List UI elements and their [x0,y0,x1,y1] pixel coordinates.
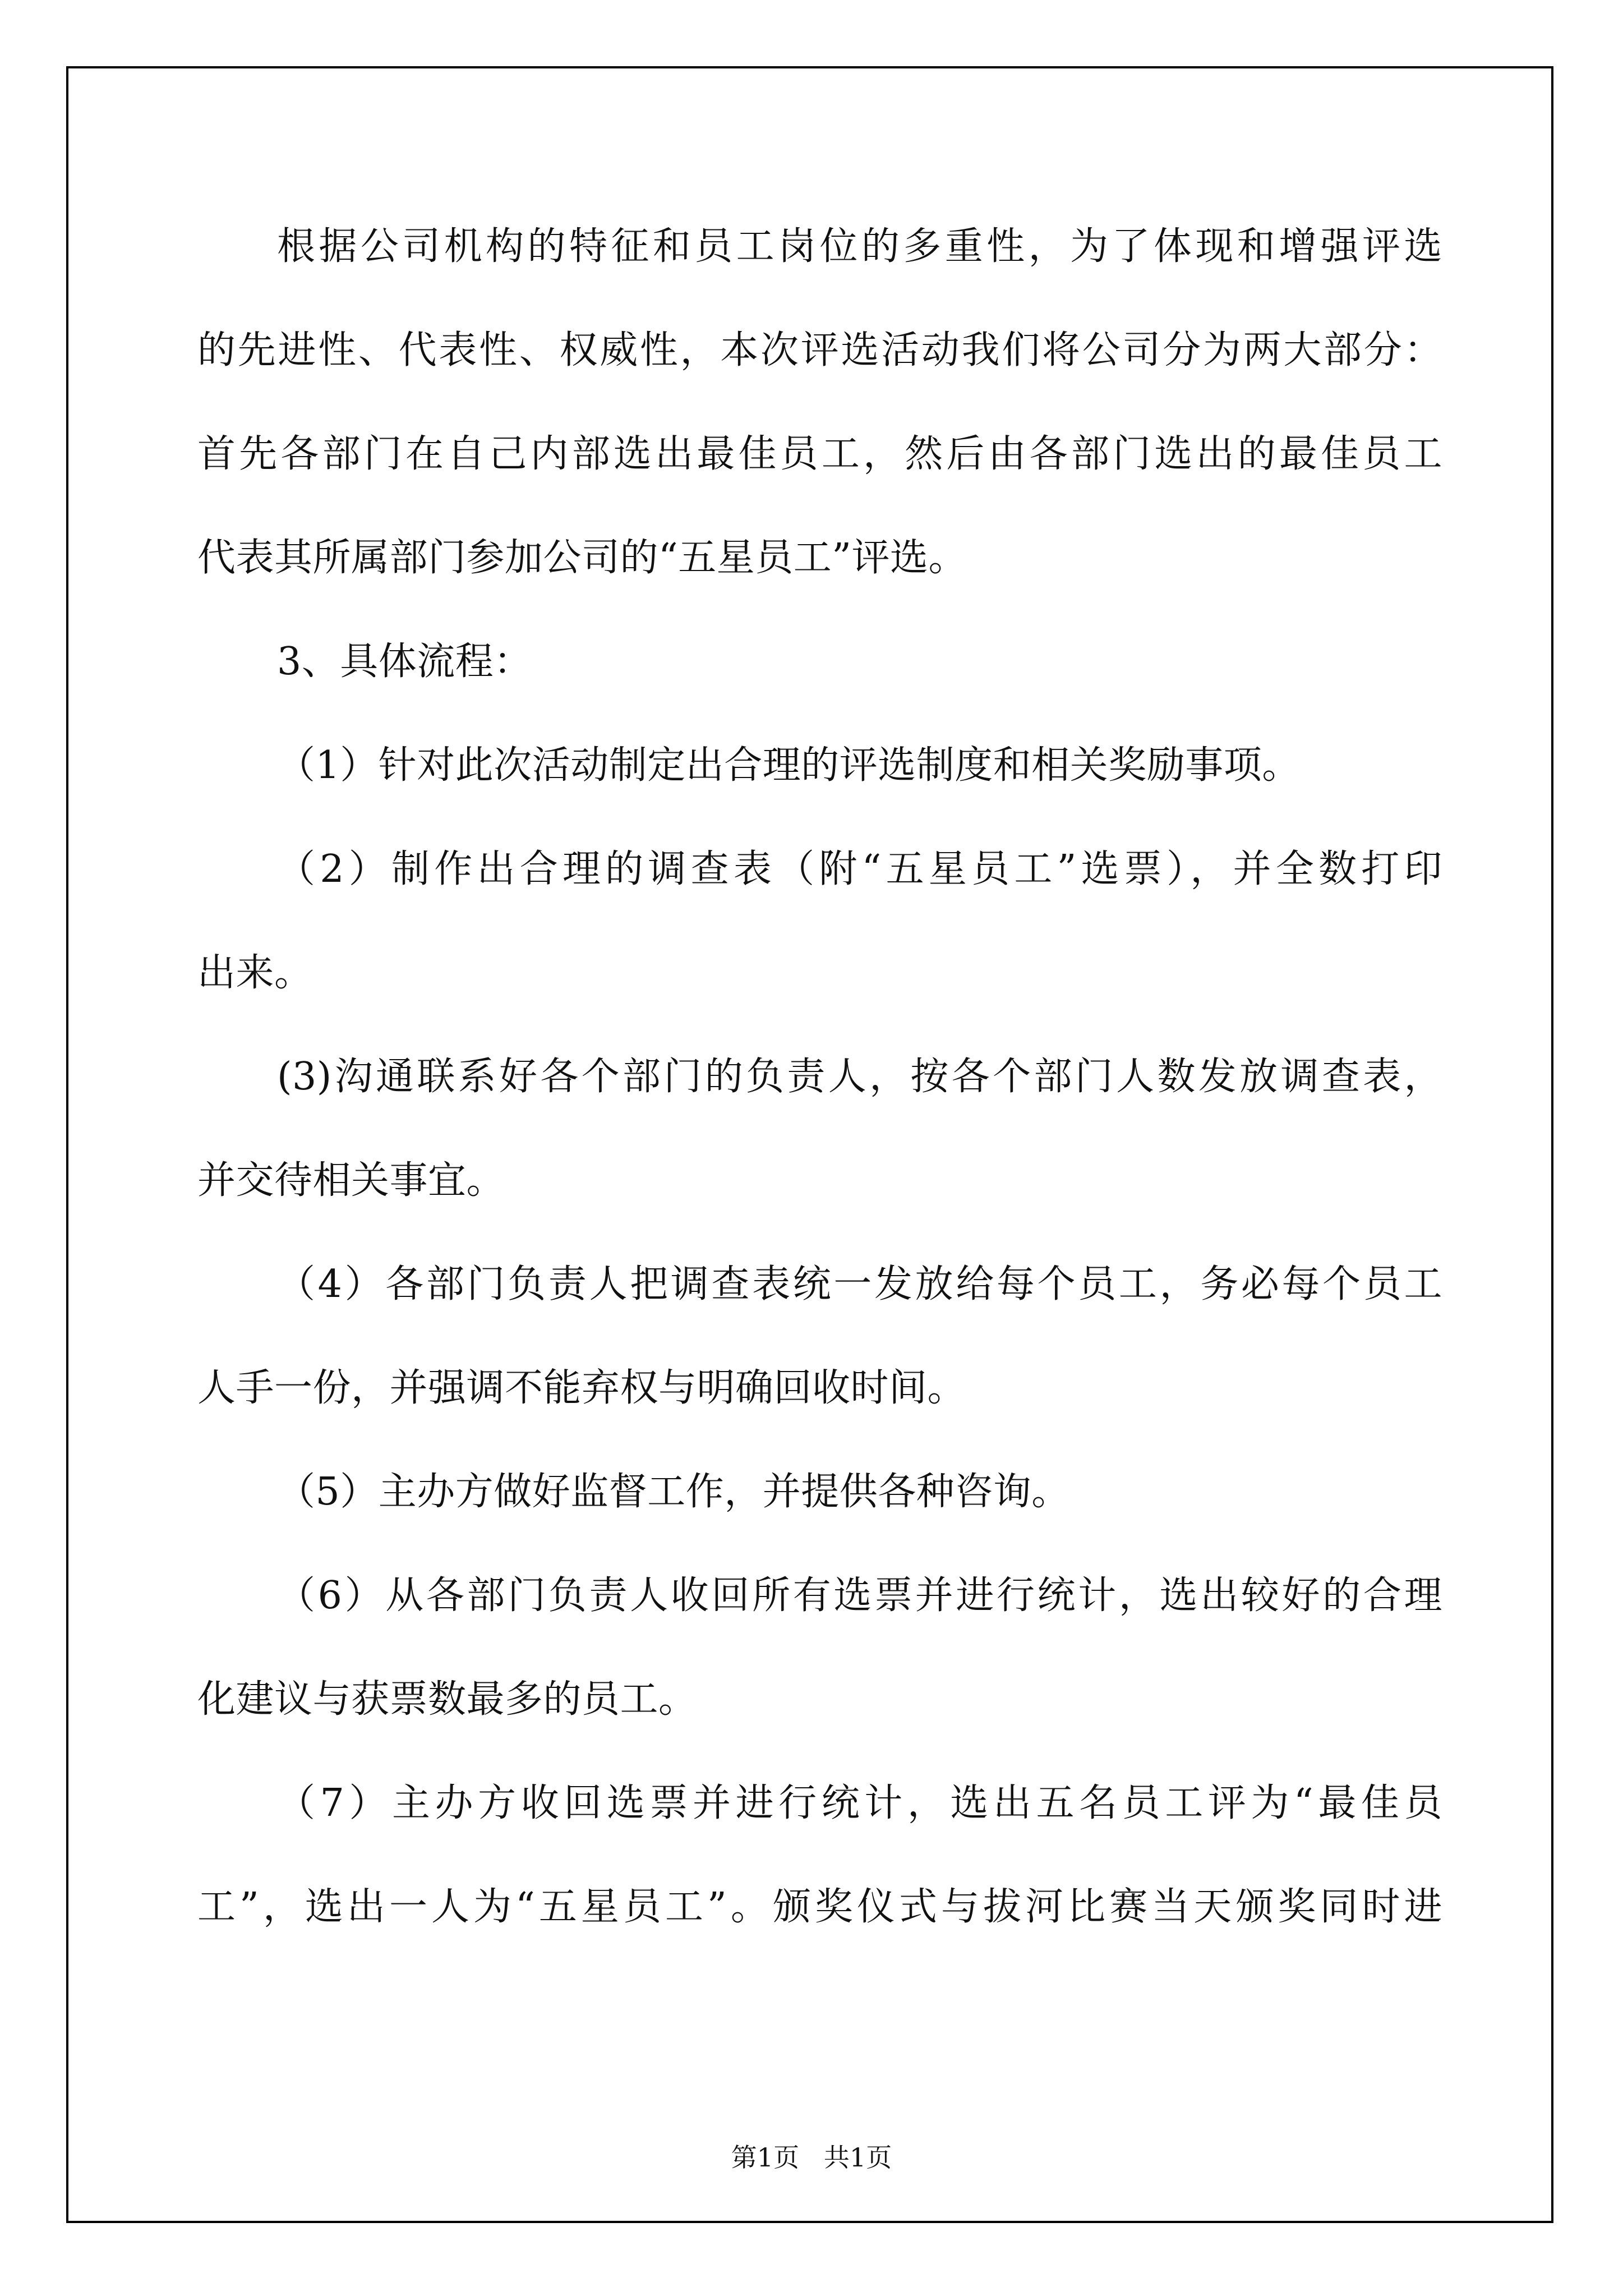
list-item: （4）各部门负责人把调查表统一发放给每个员工，务必每个员工 [277,1262,1442,1306]
list-item: （5）主办方做好监督工作，并提供各种咨询。 [277,1470,1070,1514]
list-item-continuation: 并交待相关事宜。 [197,1158,505,1203]
paragraph-line: 首先各部门在自己内部选出最佳员工，然后由各部门选出的最佳员工 [197,432,1442,476]
list-item: (3)沟通联系好各个部门的负责人，按各个部门人数发放调查表， [277,1055,1442,1099]
list-item-continuation: 出来。 [197,951,313,995]
list-item-continuation: 化建议与获票数最多的员工。 [197,1677,697,1722]
paragraph-line: 根据公司机构的特征和员工岗位的多重性，为了体现和增强评选 [277,224,1442,269]
paragraph-line: 的先进性、代表性、权威性，本次评选活动我们将公司分为两大部分： [197,328,1442,372]
list-item-continuation: 工”，选出一人为“五星员工”。颁奖仪式与拔河比赛当天颁奖同时进 [197,1885,1442,1929]
list-item-continuation: 人手一份，并强调不能弃权与明确回收时间。 [197,1366,966,1410]
list-item: （6）从各部门负责人收回所有选票并进行统计，选出较好的合理 [277,1573,1442,1618]
list-item: （1）针对此次活动制定出合理的评选制度和相关奖励事项。 [277,743,1301,788]
list-item: （7）主办方收回选票并进行统计，选出五名员工评为“最佳员 [277,1781,1442,1825]
paragraph-line: 代表其所属部门参加公司的“五星员工”评选。 [197,536,967,580]
section-heading: 3、具体流程： [277,639,532,684]
list-item: （2）制作出合理的调查表（附“五星员工”选票），并全数打印 [277,847,1442,891]
page-number-footer: 第1页 共1页 [731,2142,892,2173]
